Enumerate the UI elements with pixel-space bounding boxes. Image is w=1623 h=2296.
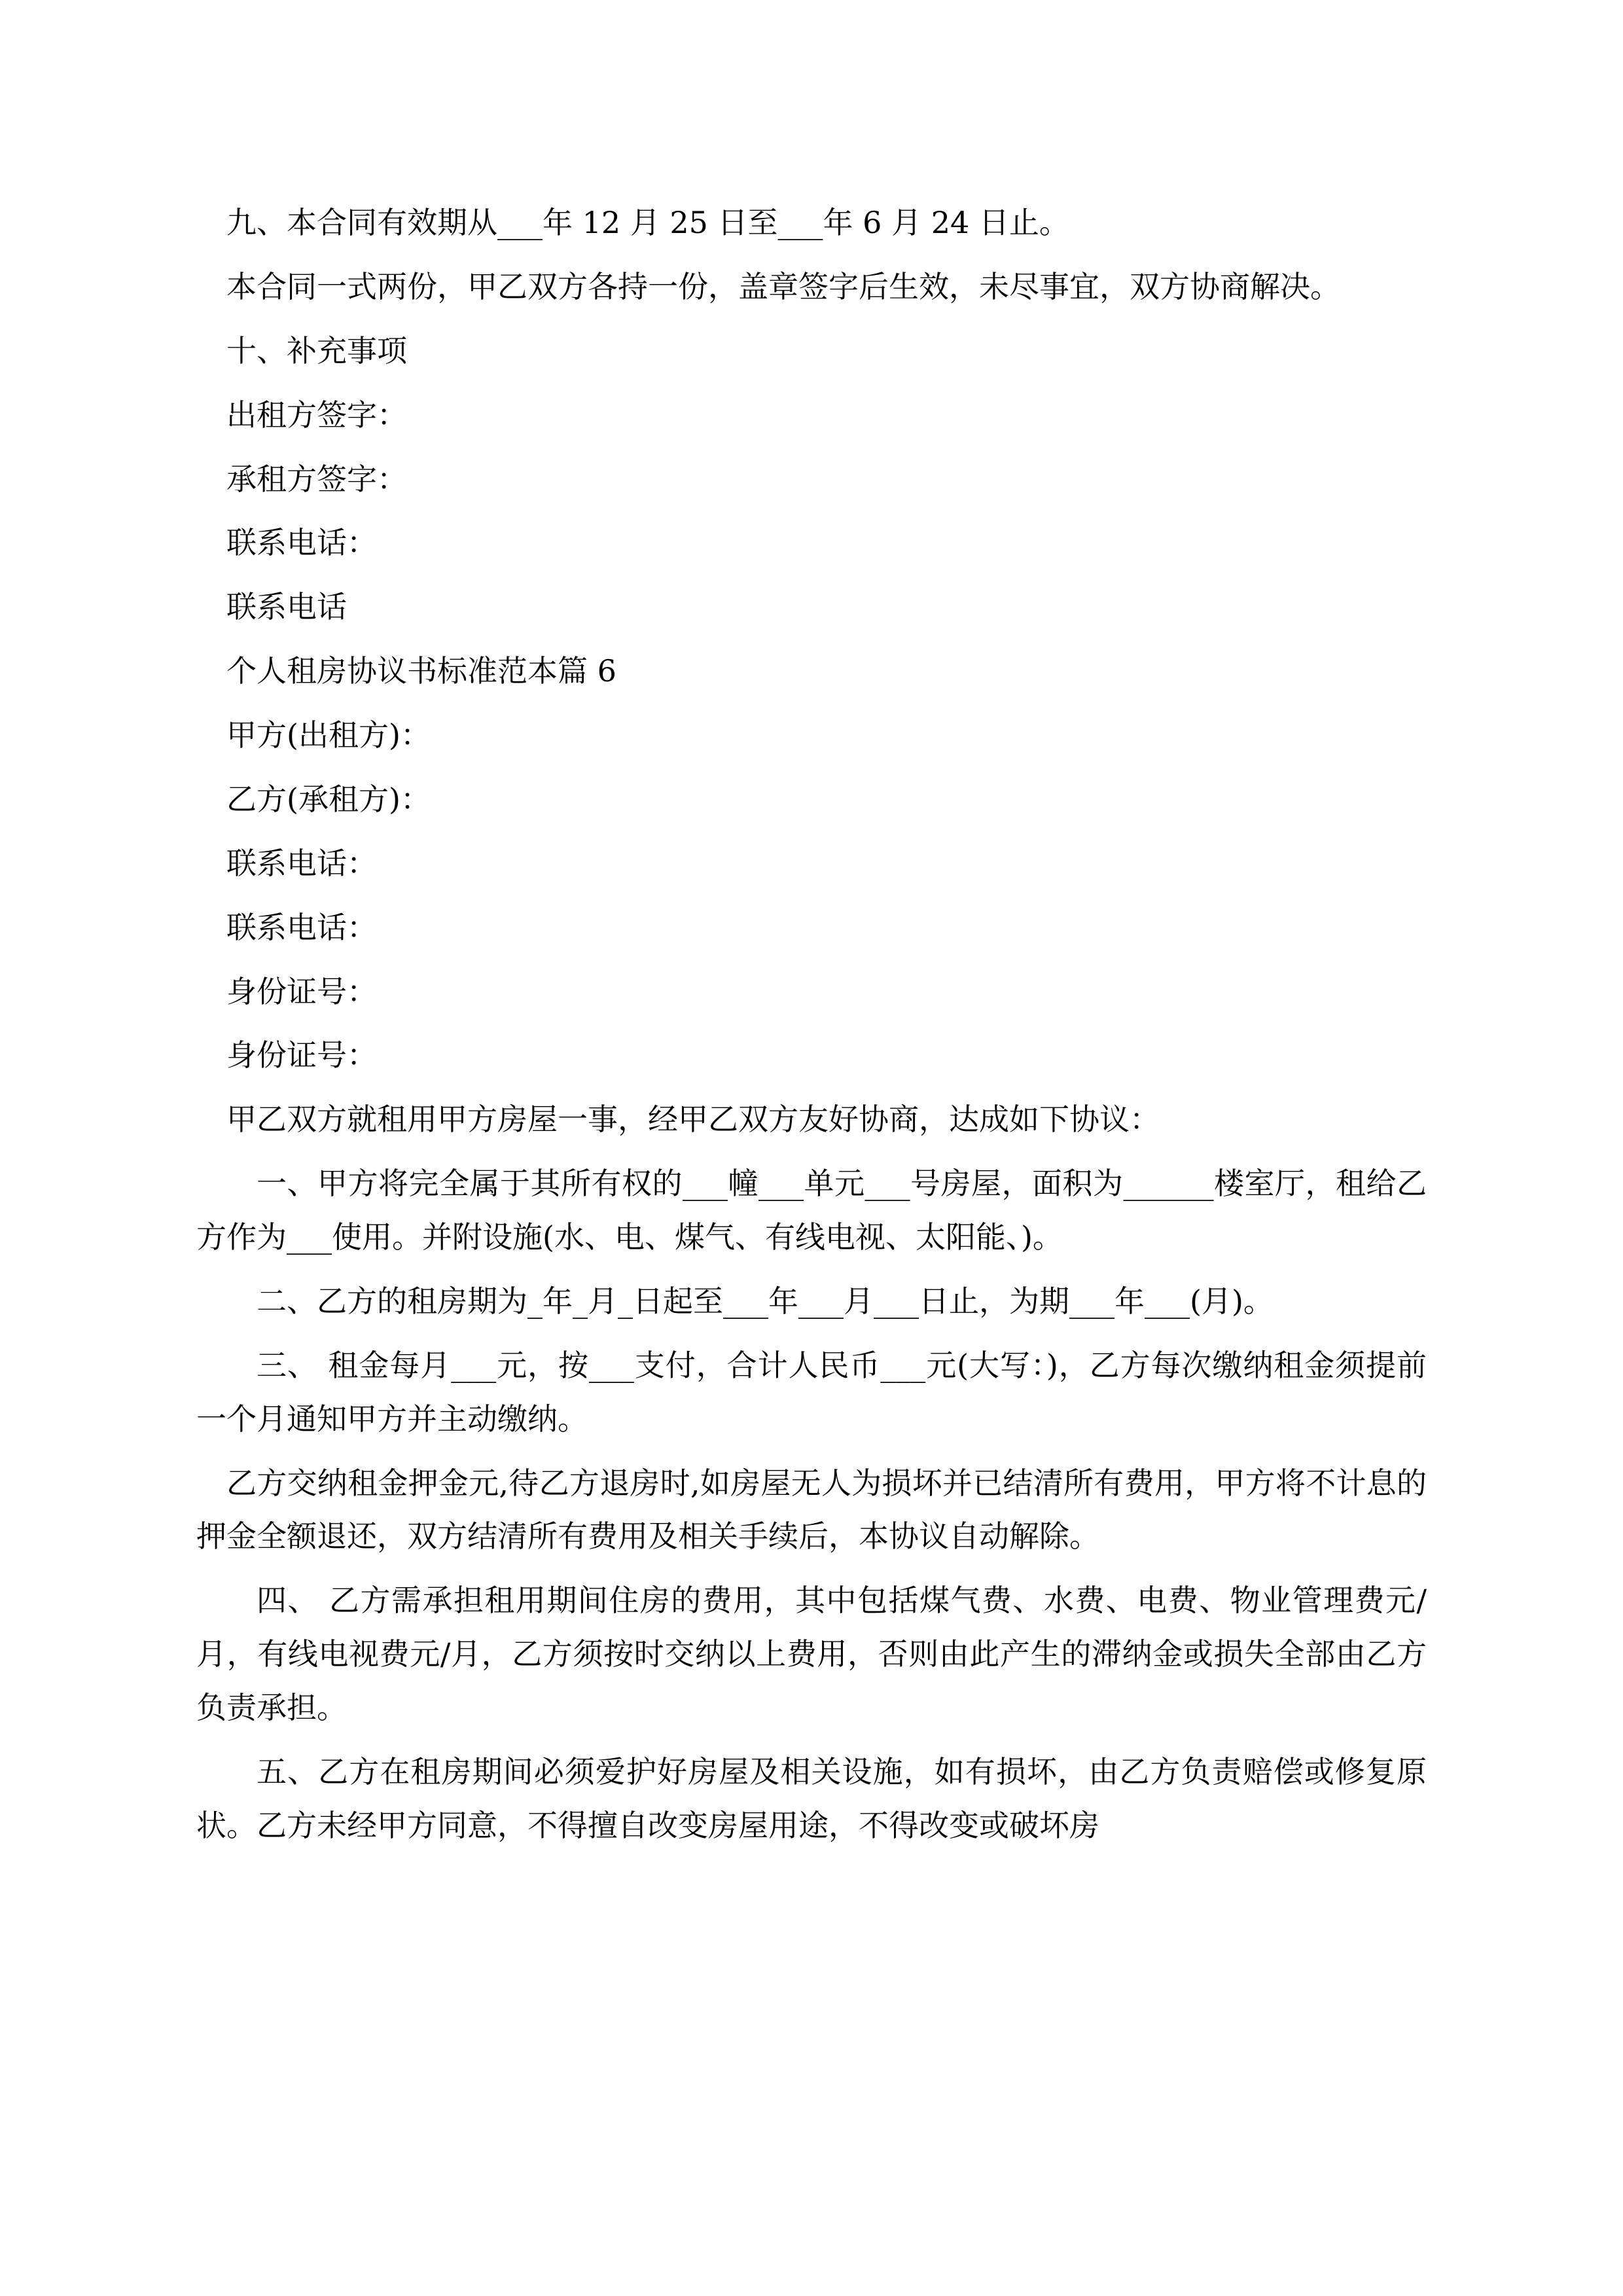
document-body	[196, 196, 1427, 1853]
paragraph-clause-three-deposit: 乙方交纳租金押金元,待乙方退房时,如房屋无人为损坏并已结清所有费用，甲方将不计息的押金全额退还，双方结清所有费用及相关手续后，本协议自动解除。	[196, 1465, 1427, 1554]
paragraph-preamble-agreement: 甲乙双方就租用甲方房屋一事，经甲乙双方友好协商，达成如下协议：	[226, 1102, 1160, 1138]
paragraph-id-number-second: 身份证号：	[226, 1037, 377, 1073]
paragraph-id-number-first: 身份证号：	[226, 973, 377, 1009]
paragraph-contact-phone-third: 联系电话：	[226, 845, 377, 881]
paragraph-section-title-sample-six: 个人租房协议书标准范本篇 6	[226, 653, 616, 689]
paragraph-clause-five-property-care: 五、乙方在租房期间必须爱护好房屋及相关设施，如有损坏，由乙方负责赔偿或修复原状。乙方未经甲方同意，不得擅自改变房屋用途，不得改变或破坏房	[196, 1753, 1427, 1843]
paragraph-contact-phone-fourth: 联系电话：	[226, 909, 377, 945]
paragraph-clause-ten-supplementary: 十、补充事项	[226, 332, 407, 368]
paragraph-clause-two-lease-term: 二、乙方的租房期为_年_月_日起至___年___月___日止，为期___年___(月)。	[257, 1283, 1274, 1319]
paragraph-lessor-signature: 出租方签字：	[226, 397, 407, 433]
paragraph-lessee-signature: 承租方签字：	[226, 461, 407, 497]
paragraph-contact-phone-first: 联系电话：	[226, 525, 377, 561]
paragraph-clause-nine-validity-period: 九、本合同有效期从___年 12 月 25 日至___年 6 月 24 日止。	[226, 205, 1069, 240]
paragraph-party-a-lessor: 甲方(出租方)：	[226, 717, 431, 753]
paragraph-clause-one-property-description: 一、甲方将完全属于其所有权的___幢___单元___号房屋，面积为______楼室厅，租给乙方作为___使用。并附设施(水、电、煤气、有线电视、太阳能、)。	[196, 1166, 1427, 1255]
paragraph-contract-copies: 本合同一式两份，甲乙双方各持一份，盖章签字后生效，未尽事宜，双方协商解决。	[226, 268, 1340, 304]
paragraph-contact-phone-second: 联系电话	[226, 589, 347, 625]
paragraph-party-b-lessee: 乙方(承租方)：	[226, 781, 431, 817]
paragraph-clause-four-utilities: 四、 乙方需承担租用期间住房的费用，其中包括煤气费、水费、电费、物业管理费元/月，有线电视费元/月，乙方须按时交纳以上费用，否则由此产生的滞纳金或损失全部由乙方负责承担。	[196, 1583, 1427, 1725]
paragraph-clause-three-rent: 三、 租金每月___元，按___支付，合计人民币___元(大写：)，乙方每次缴纳租金须提前一个月通知甲方并主动缴纳。	[196, 1347, 1427, 1437]
